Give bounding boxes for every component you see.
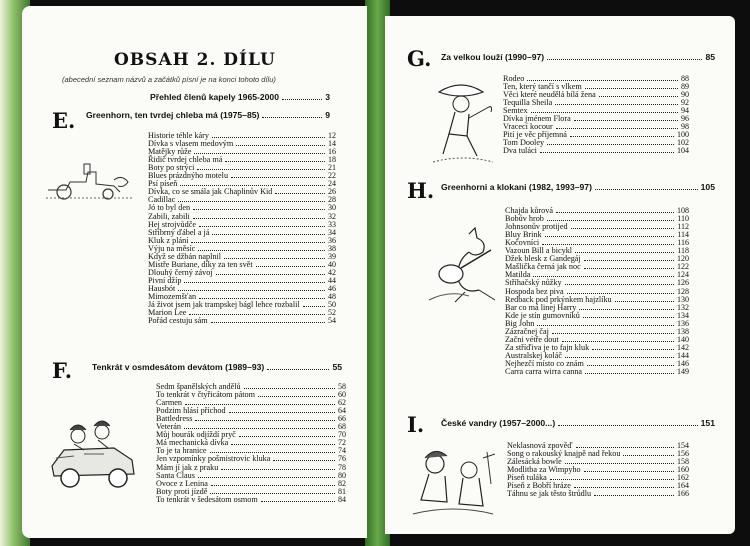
dot-leader [191,242,325,243]
song-title: Bobův hrob [505,214,544,224]
section-letter-e: E. [52,108,76,133]
dot-leader [180,185,325,186]
song-page-number: 64 [338,406,346,416]
song-page-number: 60 [338,390,346,400]
song-page-number: 84 [338,494,346,504]
dot-leader [210,452,335,453]
song-title: Věci které neudělá bílá žena [503,90,596,100]
dot-leader [229,412,335,413]
dot-leader [193,209,325,210]
song-page-number: 130 [677,294,689,304]
song-page-number: 120 [677,254,689,264]
song-title: Bluy Brink [505,230,542,240]
toc-entry [505,368,689,376]
song-page-number: 62 [338,398,346,408]
dot-leader [178,290,325,291]
song-title: Johnsonův protijed [505,222,568,232]
dot-leader [225,161,325,162]
dot-leader [273,460,335,461]
song-title: Mistře Buriane, díky za ten svět [148,259,253,269]
song-title: Sedm španělských andělů [156,382,241,392]
song-title: Já život jsem jak trampskej bágl lehce rozbalil [148,300,300,310]
song-title: Má mechanická dívka [156,438,229,448]
dot-leader [244,388,335,389]
dot-leader [623,455,674,456]
song-title: To tenkrát v čtyřicátom pátom [156,390,256,400]
song-title: Bar co má linej Harry [505,302,577,312]
song-page-number: 22 [328,171,336,181]
song-title: Carra carra wirra canna [505,366,583,376]
song-title: Chajda kůrová [505,206,553,216]
song-title: Vracecí kocour [503,122,553,132]
song-title: Semtex [503,106,528,116]
toc-entry [148,188,336,196]
song-title: Big John [505,318,535,328]
song-page-number: 98 [681,122,689,132]
dot-leader [565,284,674,285]
song-list-i [507,442,689,498]
song-list-e [148,132,336,325]
cowboy-rodeo-sketch-illustration [425,78,497,168]
dot-leader [570,136,674,137]
toc-entry [148,277,336,285]
song-title: Píseň z Bobří hráze [507,481,571,491]
dot-leader [211,322,325,323]
song-page-number: 116 [677,238,689,248]
song-title: Australskej koláč [505,350,563,360]
dot-leader [533,276,674,277]
song-page-number: 12 [328,131,336,141]
section-page-number: 151 [700,418,715,428]
song-page-number: 58 [338,382,346,392]
dot-leader [282,99,322,100]
dot-leader [262,117,322,118]
song-page-number: 16 [328,147,336,157]
page-subtitle: (abecední seznam názvů a začátků písní je na konci tohoto dílu) [62,75,276,84]
song-page-number: 144 [677,350,689,360]
overview-page: 3 [325,92,330,102]
dot-leader [210,493,335,494]
song-title: Boty po strýci [148,163,195,173]
song-title: Jó to byl den [148,203,191,213]
song-title: Pivní džíp [148,275,182,285]
dot-leader [537,325,674,326]
song-page-number: 166 [677,489,689,499]
dot-leader [195,420,335,421]
song-page-number: 50 [328,300,336,310]
right-page [385,16,735,534]
section-heading-g [441,52,715,62]
song-page-number: 24 [328,179,336,189]
dot-leader [197,169,325,170]
song-page-number: 162 [677,473,689,483]
tramps-resting-sketch-illustration [407,444,499,524]
toc-entry [503,147,689,155]
song-title: Kočovníci [505,238,540,248]
song-title: Carmen [156,398,182,408]
song-title: Dívka jménem Flora [503,114,571,124]
dot-leader [540,152,674,153]
dot-leader [185,404,335,405]
song-title: Dva tuláci [503,146,537,156]
dot-leader [256,266,325,267]
dot-leader [584,260,674,261]
toc-entry [503,99,689,107]
dot-leader [542,244,674,245]
section-heading-f [92,362,342,372]
song-title: Mimozemšťan [148,291,197,301]
dot-leader [212,137,325,138]
song-title: Blues prázdnýho motelu [148,171,229,181]
dot-leader [594,495,674,496]
dot-leader [558,425,697,426]
song-list-g [503,75,689,155]
section-letter-g: G. [407,46,432,71]
dot-leader [275,193,325,194]
song-title: Hospoda bez piva [505,286,564,296]
song-list-h [505,207,689,376]
overview-line [150,92,330,102]
dot-leader [547,59,702,60]
dot-leader [584,471,674,472]
dot-leader [615,301,674,302]
song-page-number: 138 [677,326,689,336]
song-page-number: 142 [677,342,689,352]
song-page-number: 126 [677,278,689,288]
song-page-number: 92 [681,98,689,108]
section-heading-text: Za velkou louží (1990–97) [441,52,545,62]
song-page-number: 33 [328,219,336,229]
section-page-number: 55 [332,362,342,372]
dot-leader [231,177,325,178]
dot-leader [239,436,335,437]
song-page-number: 160 [677,465,689,475]
song-page-number: 26 [328,187,336,197]
dot-leader [545,236,675,237]
section-heading-text: České vandry (1957–2000...) [441,418,556,428]
dot-leader [199,226,325,227]
dot-leader [556,128,678,129]
dot-leader [236,145,325,146]
song-page-number: 158 [677,457,689,467]
tractor-sketch-illustration [44,160,136,202]
song-title: Výju na měsíc [148,243,196,253]
song-page-number: 124 [677,270,689,280]
dot-leader [565,357,674,358]
song-page-number: 108 [677,206,689,216]
song-page-number: 118 [677,246,689,256]
dot-leader [574,120,678,121]
dot-leader [189,314,325,315]
song-title: Táhnu se jak těsto štrůdlu [507,489,592,499]
song-title: Pořád cestuju sám [148,316,208,326]
dot-leader [556,212,674,213]
song-title: Řidič tvrdej chleba má [148,155,223,165]
dot-leader [211,485,335,486]
song-title: Hausbót [148,283,176,293]
dot-leader [585,88,678,89]
song-title: Marion Lee [148,308,187,318]
song-page-number: 94 [681,106,689,116]
song-title: Song o rakouský knajpě nad řekou [507,449,621,459]
song-title: To je ta hranice [156,446,207,456]
song-page-number: 146 [677,358,689,368]
song-title: Můj bourák odjíždí pryč [156,430,236,440]
song-page-number: 104 [677,146,689,156]
song-page-number: 114 [677,230,689,240]
dot-leader [212,234,325,235]
song-title: Hej strojvůdče [148,219,196,229]
song-page-number: 32 [328,211,336,221]
song-page-number: 68 [338,422,346,432]
dot-leader [261,501,335,502]
song-page-number: 36 [328,235,336,245]
song-list-f [156,383,346,504]
song-page-number: 96 [681,114,689,124]
dot-leader [198,250,325,251]
song-page-number: 44 [328,275,336,285]
song-page-number: 156 [677,449,689,459]
section-page-number: 85 [705,52,715,62]
song-page-number: 89 [681,82,689,92]
dot-leader [579,309,674,310]
song-page-number: 18 [328,155,336,165]
section-page-number: 105 [700,182,715,192]
song-title: Nejhezčí místo co znám [505,358,584,368]
song-page-number: 74 [338,446,346,456]
dot-leader [527,80,678,81]
kangaroo-guitar-sketch-illustration [425,226,505,306]
dot-leader [576,447,674,448]
song-page-number: 46 [328,283,336,293]
dot-leader [198,477,335,478]
dot-leader [267,369,329,370]
song-title: Cadillac [148,195,176,205]
song-title: Podzim hlásí příchod [156,406,226,416]
song-title: Battledress [156,414,193,424]
dot-leader [184,282,325,283]
song-title: Psí píseň [148,179,178,189]
song-title: Kluk z plání [148,235,189,245]
song-page-number: 21 [328,163,336,173]
section-letter-f: F. [52,358,73,383]
dot-leader [531,112,678,113]
section-heading-text: Greenhorn, ten tvrdej chleba má (1975–85) [86,110,260,120]
section-heading-e [86,110,330,120]
song-page-number: 34 [328,227,336,237]
toc-entry [148,317,336,325]
song-title: Zabili, zabili [148,211,190,221]
song-title: Modlitba za Wimpyho [507,465,581,475]
dot-leader [565,463,674,464]
song-title: Když se džbán naplnil [148,251,221,261]
song-page-number: 154 [677,441,689,451]
toc-entry [156,391,346,399]
song-page-number: 82 [338,478,346,488]
song-title: Redback pod prkýnkem hajzlíku [505,294,612,304]
page-title: OBSAH 2. DÍLU [114,50,276,70]
song-page-number: 66 [338,414,346,424]
toc-entry [156,496,346,504]
song-page-number: 90 [681,90,689,100]
song-page-number: 112 [677,222,689,232]
toc-entry [505,263,689,271]
song-page-number: 140 [677,334,689,344]
dot-leader [178,201,325,202]
song-title: To tenkrát v šedesátom osmom [156,494,258,504]
song-title: Stříbrný ďábel a já [148,227,210,237]
song-title: Neklasnová zpověď [507,441,573,451]
dot-leader [224,258,325,259]
dot-leader [221,469,335,470]
section-letter-i: I. [407,412,425,437]
dot-leader [574,487,674,488]
song-page-number: 42 [328,267,336,277]
section-heading-i [441,418,715,428]
song-title: Historie téhle káry [148,131,209,141]
dot-leader [583,317,674,318]
song-title: Pití je věc příjemná [503,130,567,140]
song-page-number: 28 [328,195,336,205]
song-page-number: 52 [328,308,336,318]
dot-leader [547,144,674,145]
song-title: Vazoun Bill a bicykl [505,246,573,256]
song-page-number: 149 [677,366,689,376]
song-page-number: 122 [677,262,689,272]
song-page-number: 132 [677,302,689,312]
song-page-number: 54 [328,316,336,326]
dot-leader [547,220,674,221]
song-title: Stříhačský nůžky [505,278,562,288]
song-title: Matilda [505,270,531,280]
song-page-number: 76 [338,454,346,464]
dot-leader [571,228,675,229]
dot-leader [199,298,325,299]
song-page-number: 100 [677,130,689,140]
song-title: Píseň tuláka [507,473,547,483]
dot-leader [567,293,674,294]
song-title: Mašlička černá jak noc [505,262,581,272]
section-heading-text: Greenhorni a klokani (1982, 1993–97) [441,182,592,192]
song-page-number: 81 [338,486,346,496]
dot-leader [194,153,325,154]
dot-leader [584,268,674,269]
overview-label: Přehled členů kapely 1965-2000 [150,92,279,102]
dot-leader [555,104,678,105]
song-title: Santa Claus [156,470,195,480]
song-title: Ten, který tančí s vlkem [503,82,582,92]
dot-leader [592,349,674,350]
dot-leader [587,365,674,366]
dot-leader [562,341,674,342]
song-title: Rodeo [503,74,525,84]
song-page-number: 128 [677,286,689,296]
song-title: Mám jí jak z praku [156,462,219,472]
toc-entry [507,490,689,498]
dot-leader [599,96,678,97]
song-title: Dlouhý černý závoj [148,267,213,277]
song-title: Zálesácká bowle [507,457,562,467]
song-title: Dívka s vlasem medovým [148,139,234,149]
song-page-number: 102 [677,138,689,148]
song-title: Boty proti jízdě [156,486,208,496]
song-page-number: 40 [328,259,336,269]
song-title: Dívka, co se smála jak Chaplinův Kid [148,187,273,197]
section-letter-h: H. [407,178,435,203]
section-heading-h [441,182,715,192]
dot-leader [231,444,335,445]
song-title: Tom Dooley [503,138,545,148]
song-page-number: 134 [677,310,689,320]
left-page [22,6,367,538]
song-page-number: 38 [328,243,336,253]
song-title: Tequilla Sheila [503,98,553,108]
dot-leader [575,252,674,253]
song-title: Kde je stín gumovníků [505,310,580,320]
song-title: Matějky růže [148,147,192,157]
jeep-soldiers-sketch-illustration [44,414,144,494]
dot-leader [595,189,698,190]
dot-leader [550,479,674,480]
song-page-number: 88 [681,74,689,84]
dot-leader [216,274,325,275]
song-page-number: 72 [338,438,346,448]
song-page-number: 80 [338,470,346,480]
dot-leader [303,306,325,307]
dot-leader [552,333,674,334]
section-heading-text: Tenkrát v osmdesátom devátom (1989–93) [92,362,265,372]
song-page-number: 14 [328,139,336,149]
song-page-number: 110 [677,214,689,224]
song-title: Jen vzpomínky pošmistrovic kluka [156,454,271,464]
dot-leader [258,396,335,397]
song-page-number: 39 [328,251,336,261]
dot-leader [193,218,325,219]
song-page-number: 48 [328,291,336,301]
song-page-number: 164 [677,481,689,491]
song-page-number: 30 [328,203,336,213]
song-page-number: 78 [338,462,346,472]
song-title: Za stříďiva je to fajn kluk [505,342,590,352]
dot-leader [184,428,335,429]
song-title: Začni vétře dout [505,334,559,344]
song-page-number: 136 [677,318,689,328]
dot-leader [585,373,674,374]
song-title: Veterán [156,422,182,432]
toc-entry [156,415,346,423]
song-page-number: 70 [338,430,346,440]
song-title: Ovoce z Lenina [156,478,208,488]
song-title: Zázračnej čaj [505,326,549,336]
section-page-number: 9 [325,110,330,120]
song-title: Džek blesk z Gandegáj [505,254,581,264]
